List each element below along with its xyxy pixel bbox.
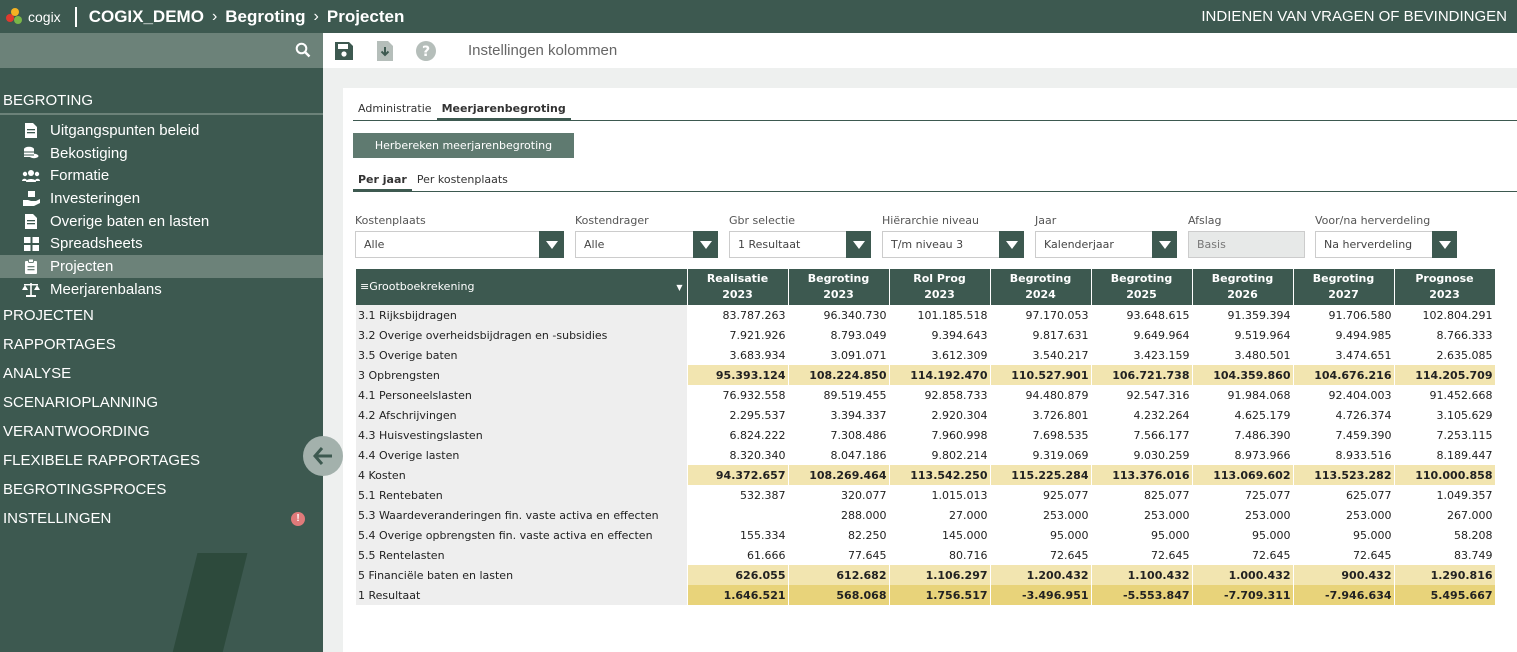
table-cell: 1.756.517 bbox=[889, 585, 990, 605]
sidebar-section-begroting[interactable]: BEGROTING bbox=[0, 88, 323, 115]
header-bottom: 2023 bbox=[1429, 288, 1460, 301]
collapse-sidebar-button[interactable] bbox=[303, 436, 343, 476]
select-value: Alle bbox=[364, 238, 385, 251]
grid-icon bbox=[22, 236, 40, 252]
table-cell: 61.666 bbox=[687, 545, 788, 565]
tab-per-jaar[interactable]: Per jaar bbox=[353, 172, 412, 191]
table-cell: 92.547.316 bbox=[1091, 385, 1192, 405]
header-top: Prognose bbox=[1415, 272, 1474, 285]
table-cell: -5.553.847 bbox=[1091, 585, 1192, 605]
table-cell: 8.766.333 bbox=[1394, 325, 1495, 345]
column-settings-button[interactable]: Instellingen kolommen bbox=[468, 42, 618, 59]
menu-icon[interactable]: ≡ bbox=[360, 280, 370, 293]
chevron-down-icon[interactable] bbox=[1152, 231, 1177, 258]
table-cell: 1.290.816 bbox=[1394, 565, 1495, 585]
table-cell: 1.049.357 bbox=[1394, 485, 1495, 505]
coins-icon bbox=[22, 145, 40, 161]
sidebar-item-meerjarenbalans[interactable] bbox=[0, 278, 323, 301]
header-bottom: 2023 bbox=[722, 288, 753, 301]
document-icon bbox=[22, 122, 40, 138]
sidebar-item-bekostiging[interactable] bbox=[0, 142, 323, 165]
sidebar bbox=[0, 33, 323, 652]
header-bottom: 2023 bbox=[924, 288, 955, 301]
table-cell: 2.295.537 bbox=[687, 405, 788, 425]
filter-afslag bbox=[1188, 214, 1305, 258]
column-header[interactable] bbox=[1091, 269, 1192, 305]
hierarchie-niveau-select[interactable] bbox=[882, 231, 1024, 258]
column-header[interactable] bbox=[990, 269, 1091, 305]
table-row[interactable] bbox=[356, 405, 1495, 425]
table-cell: 97.170.053 bbox=[990, 305, 1091, 325]
field-value: Basis bbox=[1197, 238, 1226, 251]
table-cell: -7.946.634 bbox=[1293, 585, 1394, 605]
table-cell: 91.706.580 bbox=[1293, 305, 1394, 325]
scale-icon bbox=[22, 281, 40, 297]
table-cell: 7.960.998 bbox=[889, 425, 990, 445]
table-cell: 82.250 bbox=[788, 525, 889, 545]
table-row[interactable] bbox=[356, 585, 1495, 605]
table-row[interactable] bbox=[356, 525, 1495, 545]
row-label: 1 Resultaat bbox=[356, 585, 687, 605]
table-cell: 95.000 bbox=[1091, 525, 1192, 545]
table-cell: -7.709.311 bbox=[1192, 585, 1293, 605]
table-cell: 7.921.926 bbox=[687, 325, 788, 345]
row-label: 4.1 Personeelslasten bbox=[356, 385, 687, 405]
caret-down-icon[interactable]: ▼ bbox=[676, 283, 683, 292]
export-button[interactable] bbox=[375, 41, 395, 61]
table-cell: 1.015.013 bbox=[889, 485, 990, 505]
table-cell: 1.000.432 bbox=[1192, 565, 1293, 585]
header-bottom: 2024 bbox=[1025, 288, 1056, 301]
header-bottom: 2023 bbox=[823, 288, 854, 301]
table-cell bbox=[687, 505, 788, 525]
sidebar-section-instellingen[interactable] bbox=[0, 504, 323, 533]
table-cell: 7.486.390 bbox=[1192, 425, 1293, 445]
arrow-left-icon bbox=[313, 447, 333, 465]
table-row[interactable] bbox=[356, 445, 1495, 465]
table-cell: 145.000 bbox=[889, 525, 990, 545]
chevron-down-icon[interactable] bbox=[539, 231, 564, 258]
kostendrager-select[interactable] bbox=[575, 231, 718, 258]
table-cell: -3.496.951 bbox=[990, 585, 1091, 605]
select-value: Na herverdeling bbox=[1324, 238, 1413, 251]
table-row[interactable] bbox=[356, 565, 1495, 585]
table-cell: 9.802.214 bbox=[889, 445, 990, 465]
users-icon bbox=[22, 168, 40, 184]
table-cell: 80.716 bbox=[889, 545, 990, 565]
table-cell: 91.359.394 bbox=[1192, 305, 1293, 325]
row-label: 5.3 Waardeveranderingen fin. vaste activa en effecten bbox=[356, 505, 687, 525]
header-top: Realisatie bbox=[706, 272, 769, 285]
filter-label: Kostenplaats bbox=[355, 214, 426, 227]
save-button[interactable] bbox=[334, 41, 354, 61]
sidebar-item-label: Formatie bbox=[50, 167, 110, 185]
table-row[interactable] bbox=[356, 325, 1495, 345]
table-cell: 3.726.801 bbox=[990, 405, 1091, 425]
help-button[interactable] bbox=[416, 41, 436, 61]
sidebar-item-label: Meerjarenbalans bbox=[50, 280, 162, 298]
logo-text: cogix bbox=[28, 8, 61, 25]
table-cell: 320.077 bbox=[788, 485, 889, 505]
feedback-link[interactable]: INDIENEN VAN VRAGEN OF BEVINDINGEN bbox=[1201, 8, 1507, 25]
row-label: 5.1 Rentebaten bbox=[356, 485, 687, 505]
chevron-down-icon[interactable] bbox=[1432, 231, 1457, 258]
logo-mark-icon bbox=[6, 8, 24, 26]
table-cell: 8.320.340 bbox=[687, 445, 788, 465]
header-bottom: 2027 bbox=[1328, 288, 1359, 301]
table-cell: 102.804.291 bbox=[1394, 305, 1495, 325]
table-cell: 1.646.521 bbox=[687, 585, 788, 605]
sidebar-item-label: Uitgangspunten beleid bbox=[50, 121, 200, 139]
logo[interactable] bbox=[0, 8, 61, 26]
header-top: Begroting bbox=[1312, 272, 1375, 285]
table-row[interactable] bbox=[356, 365, 1495, 385]
table-cell: 108.224.850 bbox=[788, 365, 889, 385]
filter-jaar bbox=[1035, 214, 1177, 258]
sidebar-section-rapportages[interactable]: RAPPORTAGES bbox=[3, 335, 116, 353]
table-cell: 9.394.643 bbox=[889, 325, 990, 345]
header-top: Begroting bbox=[1009, 272, 1072, 285]
table-cell: 9.030.259 bbox=[1091, 445, 1192, 465]
table-cell: 91.984.068 bbox=[1192, 385, 1293, 405]
column-header[interactable] bbox=[788, 269, 889, 305]
sidebar-item-formatie[interactable] bbox=[0, 164, 323, 187]
sidebar-item-label: Bekostiging bbox=[50, 144, 128, 162]
breadcrumb-item: Projecten bbox=[326, 6, 405, 26]
table-cell: 9.519.964 bbox=[1192, 325, 1293, 345]
table-cell: 8.973.966 bbox=[1192, 445, 1293, 465]
toolbar bbox=[323, 33, 1517, 68]
table-cell: 2.920.304 bbox=[889, 405, 990, 425]
table-cell: 113.523.282 bbox=[1293, 465, 1394, 485]
table-cell: 625.077 bbox=[1293, 485, 1394, 505]
row-label: 4.4 Overige lasten bbox=[356, 445, 687, 465]
table-cell: 58.208 bbox=[1394, 525, 1495, 545]
document-icon bbox=[22, 213, 40, 229]
filter-kostenplaats bbox=[355, 214, 564, 258]
filter-label: Afslag bbox=[1188, 214, 1222, 227]
table-cell: 93.648.615 bbox=[1091, 305, 1192, 325]
table-cell: 3.612.309 bbox=[889, 345, 990, 365]
table-row[interactable] bbox=[356, 385, 1495, 405]
table-cell: 72.645 bbox=[990, 545, 1091, 565]
table-cell: 104.359.860 bbox=[1192, 365, 1293, 385]
header-bottom: 2025 bbox=[1126, 288, 1157, 301]
column-header[interactable] bbox=[889, 269, 990, 305]
main-tabs bbox=[353, 101, 1517, 121]
filter-label: Jaar bbox=[1035, 214, 1057, 227]
table-cell: 108.269.464 bbox=[788, 465, 889, 485]
table-cell: 92.404.003 bbox=[1293, 385, 1394, 405]
breadcrumb-item[interactable]: Begroting bbox=[225, 6, 306, 26]
table-cell: 3.480.501 bbox=[1192, 345, 1293, 365]
table-cell: 900.432 bbox=[1293, 565, 1394, 585]
table-cell: 4.232.264 bbox=[1091, 405, 1192, 425]
tab-per-kostenplaats[interactable]: Per kostenplaats bbox=[416, 173, 508, 186]
table-cell: 95.000 bbox=[1192, 525, 1293, 545]
table-cell: 7.459.390 bbox=[1293, 425, 1394, 445]
table-cell: 9.649.964 bbox=[1091, 325, 1192, 345]
sidebar-item-investeringen[interactable] bbox=[0, 187, 323, 210]
sidebar-item-projecten[interactable] bbox=[0, 255, 323, 278]
budget-table bbox=[356, 269, 1496, 605]
chevron-down-icon[interactable] bbox=[693, 231, 718, 258]
header-top: Rol Prog bbox=[913, 272, 966, 285]
table-cell: 7.566.177 bbox=[1091, 425, 1192, 445]
sidebar-item-overige-baten[interactable] bbox=[0, 210, 323, 233]
top-bar bbox=[0, 0, 1517, 33]
table-cell: 95.000 bbox=[990, 525, 1091, 545]
table-cell: 288.000 bbox=[788, 505, 889, 525]
table-cell: 104.676.216 bbox=[1293, 365, 1394, 385]
select-value: Alle bbox=[584, 238, 605, 251]
table-cell: 612.682 bbox=[788, 565, 889, 585]
sidebar-item-uitgangspunten[interactable] bbox=[0, 119, 323, 142]
column-header[interactable] bbox=[1394, 269, 1495, 305]
row-label: 5.5 Rentelasten bbox=[356, 545, 687, 565]
table-cell: 9.494.985 bbox=[1293, 325, 1394, 345]
table-cell: 3.474.651 bbox=[1293, 345, 1394, 365]
row-label: 4.3 Huisvestingslasten bbox=[356, 425, 687, 445]
table-cell: 106.721.738 bbox=[1091, 365, 1192, 385]
table-cell: 4.726.374 bbox=[1293, 405, 1394, 425]
decorative-shape bbox=[163, 553, 248, 652]
table-cell: 3.105.629 bbox=[1394, 405, 1495, 425]
row-label: 3 Opbrengsten bbox=[356, 365, 687, 385]
table-cell: 626.055 bbox=[687, 565, 788, 585]
table-cell: 4.625.179 bbox=[1192, 405, 1293, 425]
filter-label: Kostendrager bbox=[575, 214, 649, 227]
header-top: Begroting bbox=[807, 272, 870, 285]
sidebar-item-spreadsheets[interactable] bbox=[0, 232, 323, 255]
table-cell: 95.000 bbox=[1293, 525, 1394, 545]
sidebar-section-begrotingsproces[interactable]: BEGROTINGSPROCES bbox=[3, 480, 167, 498]
table-cell: 72.645 bbox=[1192, 545, 1293, 565]
table-cell: 110.000.858 bbox=[1394, 465, 1495, 485]
table-cell: 925.077 bbox=[990, 485, 1091, 505]
chevron-right-icon: › bbox=[313, 7, 319, 25]
table-cell: 83.787.263 bbox=[687, 305, 788, 325]
table-cell: 568.068 bbox=[788, 585, 889, 605]
table-cell: 253.000 bbox=[1192, 505, 1293, 525]
filter-hierarchie-niveau bbox=[882, 214, 1024, 258]
chevron-down-icon[interactable] bbox=[999, 231, 1024, 258]
table-cell: 94.480.879 bbox=[990, 385, 1091, 405]
table-cell: 77.645 bbox=[788, 545, 889, 565]
header-bottom: 2026 bbox=[1227, 288, 1258, 301]
table-cell: 113.542.250 bbox=[889, 465, 990, 485]
table-cell: 1.200.432 bbox=[990, 565, 1091, 585]
row-label: 5 Financiële baten en lasten bbox=[356, 565, 687, 585]
warning-icon: ! bbox=[291, 512, 305, 526]
filter-label: Hiërarchie niveau bbox=[882, 214, 979, 227]
sidebar-section-scenarioplanning[interactable]: SCENARIOPLANNING bbox=[3, 393, 159, 411]
table-row[interactable] bbox=[356, 305, 1495, 325]
select-value: 1 Resultaat bbox=[738, 238, 801, 251]
column-header-grootboekrekening[interactable] bbox=[356, 269, 687, 305]
table-cell: 7.308.486 bbox=[788, 425, 889, 445]
table-cell: 267.000 bbox=[1394, 505, 1495, 525]
table-cell: 1.100.432 bbox=[1091, 565, 1192, 585]
chevron-right-icon: › bbox=[211, 7, 218, 25]
table-cell: 253.000 bbox=[1293, 505, 1394, 525]
table-cell: 92.858.733 bbox=[889, 385, 990, 405]
sidebar-item-label: Spreadsheets bbox=[50, 235, 143, 253]
table-header-row bbox=[356, 269, 1495, 305]
table-cell: 95.393.124 bbox=[687, 365, 788, 385]
row-label: 4.2 Afschrijvingen bbox=[356, 405, 687, 425]
tab-meerjarenbegroting[interactable]: Meerjarenbegroting bbox=[437, 101, 571, 120]
help-icon bbox=[416, 41, 436, 61]
row-label: 3.2 Overige overheidsbijdragen en -subsidies bbox=[356, 325, 687, 345]
divider bbox=[75, 7, 77, 27]
file-download-icon bbox=[377, 41, 393, 61]
filter-gbr-selectie bbox=[729, 214, 871, 258]
save-icon bbox=[335, 42, 353, 60]
sidebar-section-analyse[interactable]: ANALYSE bbox=[3, 364, 72, 382]
sidebar-section-projecten[interactable]: PROJECTEN bbox=[3, 306, 94, 324]
table-cell: 253.000 bbox=[1091, 505, 1192, 525]
search-icon[interactable] bbox=[295, 42, 311, 58]
column-header[interactable] bbox=[687, 269, 788, 305]
afslag-field bbox=[1188, 231, 1305, 258]
table-cell: 3.394.337 bbox=[788, 405, 889, 425]
table-cell: 3.091.071 bbox=[788, 345, 889, 365]
table-cell: 1.106.297 bbox=[889, 565, 990, 585]
header-label: Grootboekrekening bbox=[369, 280, 475, 293]
herverdeling-select[interactable] bbox=[1315, 231, 1457, 258]
table-cell: 114.192.470 bbox=[889, 365, 990, 385]
recalculate-button[interactable]: Herbereken meerjarenbegroting bbox=[353, 133, 574, 158]
table-cell: 3.423.159 bbox=[1091, 345, 1192, 365]
column-header[interactable] bbox=[1192, 269, 1293, 305]
table-cell: 96.340.730 bbox=[788, 305, 889, 325]
table-cell: 113.376.016 bbox=[1091, 465, 1192, 485]
table-cell: 725.077 bbox=[1192, 485, 1293, 505]
header-top: Begroting bbox=[1211, 272, 1274, 285]
clipboard-icon bbox=[22, 258, 40, 274]
table-cell: 101.185.518 bbox=[889, 305, 990, 325]
table-row[interactable] bbox=[356, 465, 1495, 485]
table-row[interactable] bbox=[356, 505, 1495, 525]
table-cell: 76.932.558 bbox=[687, 385, 788, 405]
table-cell: 9.319.069 bbox=[990, 445, 1091, 465]
sidebar-item-label: Overige baten en lasten bbox=[50, 212, 210, 230]
table-cell: 113.069.602 bbox=[1192, 465, 1293, 485]
table-cell: 91.452.668 bbox=[1394, 385, 1495, 405]
row-label: 5.4 Overige opbrengsten fin. vaste activa en effecten bbox=[356, 525, 687, 545]
table-row[interactable] bbox=[356, 545, 1495, 565]
table-cell: 83.749 bbox=[1394, 545, 1495, 565]
table-cell: 27.000 bbox=[889, 505, 990, 525]
table-cell: 7.698.535 bbox=[990, 425, 1091, 445]
filter-label: Voor/na herverdeling bbox=[1315, 214, 1431, 227]
breadcrumb-item[interactable]: COGIX_DEMO bbox=[88, 6, 204, 26]
table-row[interactable] bbox=[356, 425, 1495, 445]
sidebar-search[interactable] bbox=[0, 33, 323, 68]
breadcrumb bbox=[89, 7, 405, 27]
table-cell: 8.189.447 bbox=[1394, 445, 1495, 465]
chevron-down-icon[interactable] bbox=[846, 231, 871, 258]
table-cell: 155.334 bbox=[687, 525, 788, 545]
table-cell: 94.372.657 bbox=[687, 465, 788, 485]
table-cell: 115.225.284 bbox=[990, 465, 1091, 485]
table-cell: 72.645 bbox=[1091, 545, 1192, 565]
filter-voor-na-herverdeling bbox=[1315, 214, 1457, 258]
table-cell: 253.000 bbox=[990, 505, 1091, 525]
table-cell: 3.540.217 bbox=[990, 345, 1091, 365]
table-cell: 8.793.049 bbox=[788, 325, 889, 345]
table-cell: 532.387 bbox=[687, 485, 788, 505]
filter-kostendrager bbox=[575, 214, 718, 258]
row-label: 3.1 Rijksbijdragen bbox=[356, 305, 687, 325]
kostenplaats-select[interactable] bbox=[355, 231, 564, 258]
table-cell: 825.077 bbox=[1091, 485, 1192, 505]
jaar-select[interactable] bbox=[1035, 231, 1177, 258]
svg-text:?: ? bbox=[421, 43, 431, 60]
table-row[interactable] bbox=[356, 345, 1495, 365]
table-cell: 8.047.186 bbox=[788, 445, 889, 465]
sidebar-section-flexibele-rapportages[interactable]: FLEXIBELE RAPPORTAGES bbox=[3, 451, 201, 469]
select-value: Kalenderjaar bbox=[1044, 238, 1114, 251]
tab-administratie[interactable]: Administratie bbox=[358, 102, 432, 115]
table-cell: 72.645 bbox=[1293, 545, 1394, 565]
table-cell: 3.683.934 bbox=[687, 345, 788, 365]
sidebar-section-label: INSTELLINGEN bbox=[3, 509, 112, 527]
filter-label: Gbr selectie bbox=[729, 214, 796, 227]
table-cell: 89.519.455 bbox=[788, 385, 889, 405]
row-label: 4 Kosten bbox=[356, 465, 687, 485]
table-cell: 110.527.901 bbox=[990, 365, 1091, 385]
sidebar-item-label: Investeringen bbox=[50, 189, 141, 207]
main-content bbox=[343, 88, 1517, 652]
column-header[interactable] bbox=[1293, 269, 1394, 305]
table-cell: 2.635.085 bbox=[1394, 345, 1495, 365]
table-cell: 6.824.222 bbox=[687, 425, 788, 445]
gbr-selectie-select[interactable] bbox=[729, 231, 871, 258]
table-cell: 8.933.516 bbox=[1293, 445, 1394, 465]
table-body bbox=[356, 305, 1495, 605]
table-cell: 114.205.709 bbox=[1394, 365, 1495, 385]
row-label: 3.5 Overige baten bbox=[356, 345, 687, 365]
header-top: Begroting bbox=[1110, 272, 1173, 285]
sub-tabs bbox=[353, 172, 1517, 192]
table-cell: 7.253.115 bbox=[1394, 425, 1495, 445]
sidebar-item-label: Projecten bbox=[50, 257, 114, 275]
select-value: T/m niveau 3 bbox=[891, 238, 964, 251]
table-cell: 9.817.631 bbox=[990, 325, 1091, 345]
table-cell: 5.495.667 bbox=[1394, 585, 1495, 605]
table-row[interactable] bbox=[356, 485, 1495, 505]
hand-box-icon bbox=[22, 190, 40, 206]
sidebar-section-verantwoording[interactable]: VERANTWOORDING bbox=[3, 422, 150, 440]
